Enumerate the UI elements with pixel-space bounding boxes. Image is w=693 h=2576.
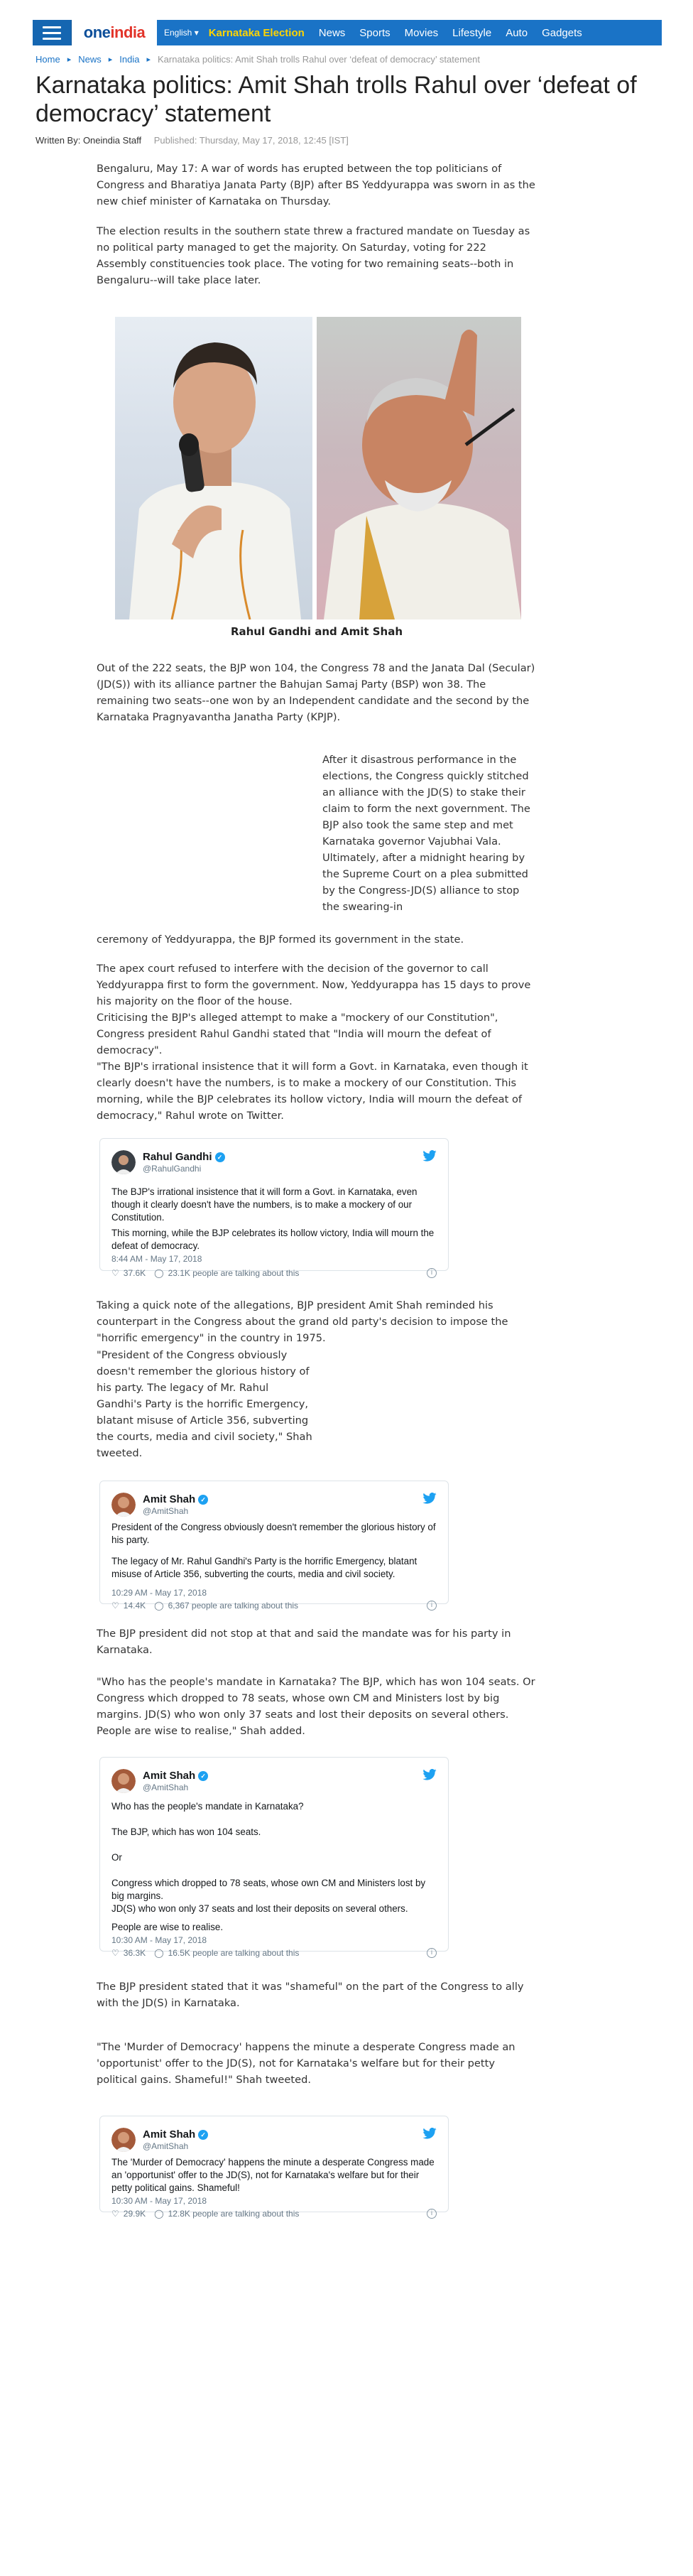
tweet-author-handle[interactable]: @AmitShah bbox=[143, 1782, 189, 1792]
nav-item-gadgets[interactable]: Gadgets bbox=[542, 26, 582, 39]
tweet-talking-count: 6,367 people are talking about this bbox=[168, 1601, 299, 1611]
twitter-bird-icon[interactable] bbox=[422, 2128, 437, 2139]
info-icon[interactable]: i bbox=[427, 1268, 437, 1278]
comment-icon[interactable]: ◯ bbox=[154, 1268, 164, 1278]
avatar[interactable] bbox=[111, 2128, 136, 2152]
tweet-header bbox=[111, 1150, 437, 1176]
amit-shah-photo bbox=[317, 317, 521, 619]
tweet-stats bbox=[111, 1601, 298, 1611]
breadcrumb-india[interactable]: India bbox=[119, 54, 140, 65]
tweet-stats bbox=[111, 2209, 299, 2219]
hamburger-menu-icon[interactable] bbox=[33, 20, 72, 45]
tweet-timestamp[interactable]: 8:44 AM - May 17, 2018 bbox=[111, 1254, 202, 1264]
tweet-timestamp[interactable]: 10:30 AM - May 17, 2018 bbox=[111, 2196, 207, 2206]
tweet-author-name[interactable] bbox=[143, 2128, 208, 2141]
heart-icon[interactable]: ♡ bbox=[111, 1268, 119, 1278]
comment-icon[interactable]: ◯ bbox=[154, 1948, 164, 1958]
logo-text-one: one bbox=[83, 23, 111, 41]
tweet-like-count: 14.4K bbox=[123, 1601, 146, 1611]
embedded-tweet[interactable] bbox=[99, 2116, 449, 2219]
tweet-author-handle[interactable]: @RahulGandhi bbox=[143, 1164, 202, 1174]
article-image bbox=[115, 317, 521, 619]
article-paragraph: Out of the 222 seats, the BJP won 104, the Congress 78 and the Janata Dal (Secular) (JD(S)) with its alliance partner the Bahujan Samaj Party (BSP) won 38. The remaining two seats--one won by an Independent candidate and the second by the Karnataka Pragnyavantha Janatha Party (KPJP). bbox=[97, 662, 535, 723]
article-paragraph: "The BJP's irrational insistence that it will form a Govt. in Karnataka, even though it clearly doesn't have the numbers, is to make a mockery of our Constitution. This morning, while the BJP celebrates its hollow victory, India will mourn the defeat of democracy," Rahul wrote on Twitter. bbox=[97, 1061, 528, 1122]
tweet-talking-count: 23.1K people are talking about this bbox=[168, 1268, 300, 1278]
tweet-stats bbox=[111, 1948, 299, 1958]
breadcrumb bbox=[36, 54, 480, 65]
avatar[interactable] bbox=[111, 1769, 136, 1793]
tweet-text: The BJP's irrational insistence that it will form a Govt. in Karnataka, even though it clearly doesn't have the numbers, is to make a mockery of our Constitution. bbox=[111, 1186, 418, 1223]
article-author: Written By: Oneindia Staff bbox=[36, 135, 142, 146]
heart-icon[interactable]: ♡ bbox=[111, 2209, 119, 2219]
breadcrumb-current: Karnataka politics: Amit Shah trolls Rahul over ‘defeat of democracy’ statement bbox=[158, 54, 481, 65]
nav-item-lifestyle[interactable]: Lifestyle bbox=[452, 26, 492, 39]
info-icon[interactable]: i bbox=[427, 1948, 437, 1958]
logo-text-india: india bbox=[110, 23, 146, 41]
article-paragraph: The apex court refused to interfere with the decision of the governor to call Yeddyurappa first to form the government. Now, Yeddyurappa has 15 days to prove his majority on the floor of the house. bbox=[97, 963, 531, 1007]
tweet-author-name-text: Rahul Gandhi bbox=[143, 1151, 212, 1163]
language-selector[interactable]: English ▾ bbox=[164, 28, 199, 38]
oneindia-logo[interactable] bbox=[72, 20, 157, 45]
article-paragraph: "The 'Murder of Democracy' happens the minute a desperate Congress made an 'opportunist' offer to the JD(S), not for Karnataka's welfare but for their petty political gains. Shameful!" Shah tweeted. bbox=[97, 2041, 515, 2086]
tweet-header bbox=[111, 1493, 437, 1518]
tweet-author-handle[interactable]: @AmitShah bbox=[143, 1506, 189, 1516]
tweet-text: Congress which dropped to 78 seats, whose own CM and Ministers lost by big margins. JD(S) who won only 37 seats and lost their deposits on several others. bbox=[111, 1878, 426, 1914]
heart-icon[interactable]: ♡ bbox=[111, 1601, 119, 1611]
article-paragraph: The BJP president did not stop at that and said the mandate was for his party in Karnataka. bbox=[97, 1628, 511, 1656]
heart-icon[interactable]: ♡ bbox=[111, 1948, 119, 1958]
article-paragraph: ceremony of Yeddyurappa, the BJP formed its government in the state. bbox=[97, 933, 464, 946]
twitter-bird-icon[interactable] bbox=[422, 1769, 437, 1780]
nav-item-karnataka-election[interactable]: Karnataka Election bbox=[208, 26, 305, 39]
twitter-bird-icon[interactable] bbox=[422, 1150, 437, 1162]
article-paragraph: Taking a quick note of the allegations, BJP president Amit Shah reminded his counterpart in the Congress about the grand old party's decision to impose the "horrific emergency" in the country in 1975. bbox=[97, 1299, 508, 1344]
article-published-date: Published: Thursday, May 17, 2018, 12:45 [IST] bbox=[153, 135, 349, 146]
verified-badge-icon: ✓ bbox=[198, 1495, 208, 1505]
tweet-author-name-text: Amit Shah bbox=[143, 2128, 196, 2141]
comment-icon[interactable]: ◯ bbox=[154, 2209, 164, 2219]
article-paragraph: "Who has the people's mandate in Karnataka? The BJP, which has won 104 seats. Or Congress which dropped to 78 seats, whose own CM and Ministers lost by big margins. JD(S) who won only 37 seats and lost their deposits on several others. People are wise to realise," Shah added. bbox=[97, 1676, 535, 1737]
verified-badge-icon: ✓ bbox=[215, 1152, 225, 1162]
tweet-timestamp[interactable]: 10:29 AM - May 17, 2018 bbox=[111, 1588, 207, 1598]
avatar[interactable] bbox=[111, 1493, 136, 1517]
tweet-text: The 'Murder of Democracy' happens the minute a desperate Congress made an 'opportunist' offer to the JD(S), not for Karnataka's welfare but for their petty political gains. Shameful! bbox=[111, 2157, 435, 2193]
breadcrumb-separator-icon: ▸ bbox=[67, 55, 72, 64]
embedded-tweet[interactable] bbox=[99, 1757, 449, 1958]
comment-icon[interactable]: ◯ bbox=[154, 1601, 164, 1611]
verified-badge-icon: ✓ bbox=[198, 2130, 208, 2140]
nav-item-auto[interactable]: Auto bbox=[506, 26, 528, 39]
tweet-talking-count: 16.5K people are talking about this bbox=[168, 1948, 300, 1958]
breadcrumb-separator-icon: ▸ bbox=[146, 55, 151, 64]
top-navigation-bar bbox=[33, 20, 662, 45]
tweet-text: Who has the people's mandate in Karnataka? bbox=[111, 1801, 304, 1812]
article-paragraph: The election results in the southern state threw a fractured mandate on Tuesday as no political party managed to get the majority. On Saturday, voting for 222 Assembly constituencies took place. The voting for two remaining seats--both in Bengaluru--will take place later. bbox=[97, 225, 530, 286]
image-caption: Rahul Gandhi and Amit Shah bbox=[230, 625, 403, 638]
tweet-author-name-text: Amit Shah bbox=[143, 1770, 196, 1782]
article-paragraph: Bengaluru, May 17: A war of words has erupted between the top politicians of Congress and Bharatiya Janata Party (BJP) after BS Yeddyurappa was sworn in as the new chief minister of Karnataka on Thursday. bbox=[97, 163, 535, 207]
tweet-timestamp[interactable]: 10:30 AM - May 17, 2018 bbox=[111, 1935, 207, 1945]
tweet-like-count: 29.9K bbox=[123, 2209, 146, 2219]
tweet-author-handle[interactable]: @AmitShah bbox=[143, 2141, 189, 2151]
tweet-stats bbox=[111, 1268, 299, 1278]
tweet-talking-count: 12.8K people are talking about this bbox=[168, 2209, 300, 2219]
article-paragraph: Criticising the BJP's alleged attempt to make a "mockery of our Constitution", Congress president Rahul Gandhi stated that "India will mourn the defeat of democracy". bbox=[97, 1012, 498, 1056]
article-byline bbox=[36, 135, 349, 146]
info-icon[interactable]: i bbox=[427, 2209, 437, 2219]
nav-item-movies[interactable]: Movies bbox=[404, 26, 439, 39]
nav-item-sports[interactable]: Sports bbox=[359, 26, 391, 39]
embedded-tweet[interactable] bbox=[99, 1481, 449, 1611]
tweet-text: This morning, while the BJP celebrates its hollow victory, India will mourn the defeat of democracy. bbox=[111, 1228, 435, 1251]
info-icon[interactable]: i bbox=[427, 1601, 437, 1611]
tweet-like-count: 37.6K bbox=[123, 1268, 146, 1278]
rahul-gandhi-photo bbox=[115, 317, 312, 619]
tweet-header bbox=[111, 1769, 437, 1795]
article-paragraph: After it disastrous performance in the elections, the Congress quickly stitched an alliance with the JD(S) to stake their claim to form the next government. The BJP also took the same step and met Karnataka governor Vajubhai Vala. Ultimately, after a midnight hearing by the Supreme Court on a plea submitted by the Congress-JD(S) alliance to stop the swearing-in bbox=[322, 754, 530, 913]
tweet-author-name-text: Amit Shah bbox=[143, 1493, 196, 1505]
tweet-text: Or bbox=[111, 1852, 122, 1863]
tweet-text: The BJP, which has won 104 seats. bbox=[111, 1827, 261, 1837]
tweet-author-name[interactable] bbox=[143, 1493, 208, 1505]
article-paragraph: "President of the Congress obviously doesn't remember the glorious history of his party. The legacy of Mr. Rahul Gandhi's Party is the horrific Emergency, blatant misuse of Article 356, subverting the courts, media and civil society," Shah tweeted. bbox=[97, 1349, 312, 1459]
twitter-bird-icon[interactable] bbox=[422, 1493, 437, 1504]
breadcrumb-separator-icon: ▸ bbox=[108, 55, 113, 64]
tweet-author-name[interactable] bbox=[143, 1151, 225, 1163]
article-paragraph: The BJP president stated that it was "shameful" on the part of the Congress to ally with the JD(S) in Karnataka. bbox=[97, 1981, 524, 2009]
tweet-header bbox=[111, 2128, 437, 2153]
tweet-author-name[interactable] bbox=[143, 1770, 208, 1782]
avatar[interactable] bbox=[111, 1150, 136, 1174]
tweet-text: President of the Congress obviously doesn't remember the glorious history of his party. bbox=[111, 1522, 436, 1545]
verified-badge-icon: ✓ bbox=[198, 1771, 208, 1781]
nav-item-news[interactable]: News bbox=[318, 26, 346, 39]
article-title: Karnataka politics: Amit Shah trolls Rahul over ‘defeat of democracy’ statement bbox=[36, 72, 637, 127]
embedded-tweet[interactable] bbox=[99, 1138, 449, 1278]
breadcrumb-home[interactable]: Home bbox=[36, 54, 60, 65]
tweet-text: The legacy of Mr. Rahul Gandhi's Party is the horrific Emergency, blatant misuse of Article 356, subverting the courts, media and civil society. bbox=[111, 1556, 418, 1579]
tweet-like-count: 36.3K bbox=[123, 1948, 146, 1958]
breadcrumb-news[interactable]: News bbox=[78, 54, 102, 65]
tweet-text: People are wise to realise. bbox=[111, 1922, 224, 1932]
